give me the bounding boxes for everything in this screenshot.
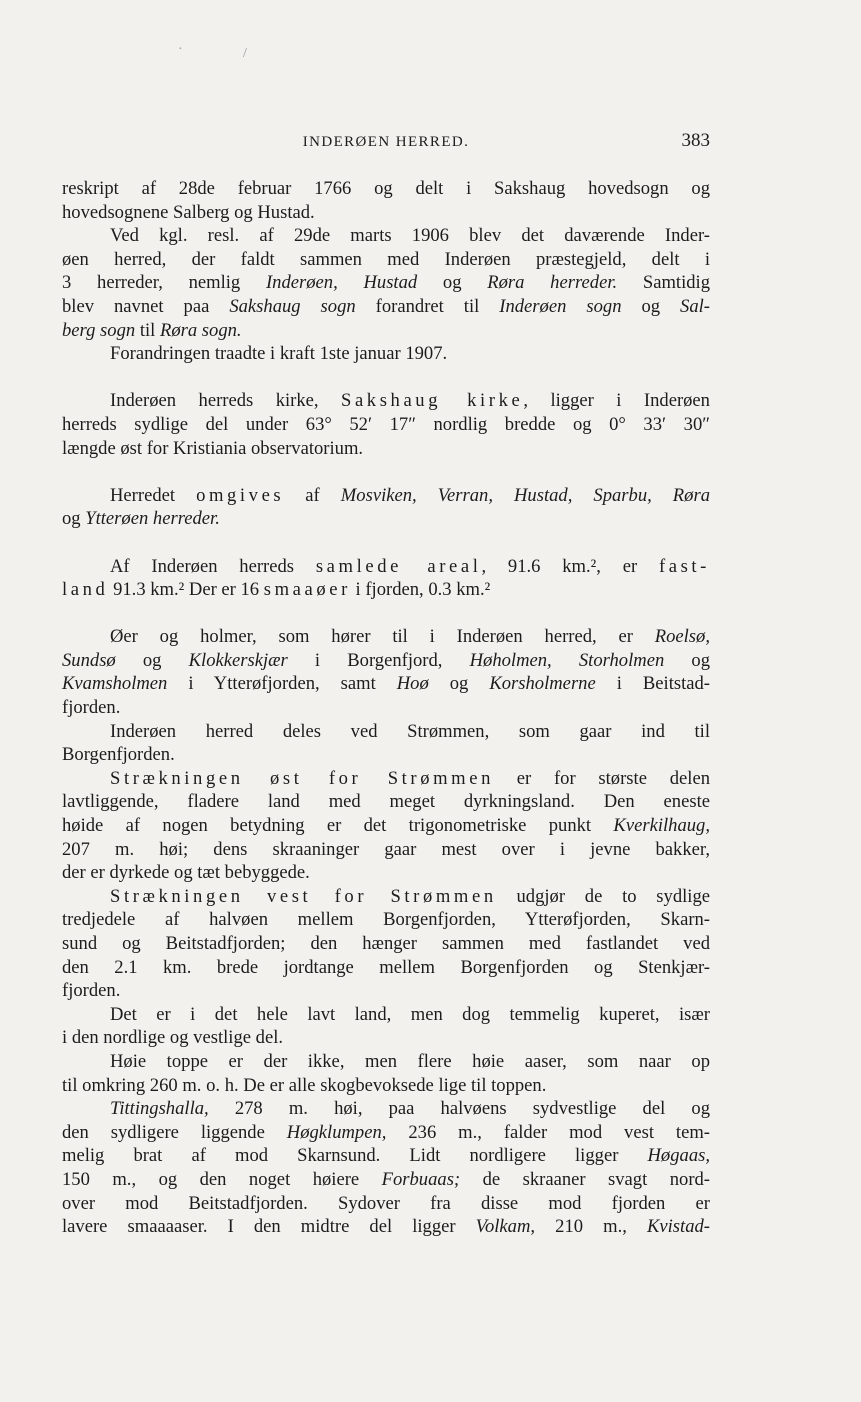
italic-text: Roelsø, [654, 626, 710, 648]
text-line [62, 814, 710, 838]
spaced-text: Strækningen vest for Strømmen [110, 885, 497, 907]
text-segment: Ved kgl. resl. af 29de marts 1906 blev det daværende Inder- [110, 225, 710, 247]
text-segment: til [135, 319, 160, 341]
spaced-text: Sakshaug kirke [341, 390, 524, 412]
text-line [62, 1097, 710, 1121]
text-segment: Inderøen herreds kirke, [110, 390, 342, 412]
text-line [62, 1192, 710, 1216]
spaced-text: land [62, 579, 109, 601]
paragraph-gap [62, 460, 710, 484]
text-segment: , 91.6 km.², er [481, 555, 659, 577]
text-segment: lavere smaaaaser. I den midtre del ligger [62, 1216, 476, 1238]
text-segment: sund og Beitstadfjorden; den hænger sammen med fastlandet ved [62, 933, 710, 954]
running-head: INDERØEN HERRED. [302, 134, 470, 150]
italic-text: Hoø [396, 673, 429, 695]
italic-text: berg sogn [62, 319, 136, 341]
text-line [62, 484, 710, 508]
text-line [62, 319, 710, 343]
text-segment: i Borgenfjord, [287, 649, 470, 671]
text-segment: 278 m. høi, paa halvøens sydvestlige del og [208, 1098, 710, 1120]
text-line [62, 720, 710, 744]
text-segment: den sydligere liggende [62, 1121, 287, 1143]
text-segment: 236 m., falder mod vest tem- [386, 1121, 710, 1143]
text-line [62, 743, 710, 767]
text-line [62, 1003, 710, 1027]
italic-text: Sundsø [62, 649, 116, 671]
text-segment: herreds sydlige del under 63° 52′ 17″ nordlig bredde og 0° 33′ 30″ [62, 413, 710, 435]
text-segment: og [115, 649, 189, 671]
text-line [62, 413, 710, 437]
margin-mark: · [178, 42, 183, 57]
text-segment: Borgenfjorden. [62, 744, 175, 766]
italic-text: Sal- [680, 295, 710, 317]
text-line [62, 1050, 710, 1074]
text-line [62, 838, 710, 862]
text-segment: tredjedele af halvøen mellem Borgenfjorden, Ytterøfjorden, Skarn- [62, 909, 710, 931]
text-segment: og [621, 295, 681, 317]
text-line [62, 1026, 710, 1050]
text-line [62, 224, 710, 248]
text-segment: 210 m., [535, 1216, 647, 1238]
text-line [62, 295, 710, 319]
page-number: 383 [681, 130, 710, 151]
text-segment: Høie toppe er der ikke, men flere høie aaser, som naar op [110, 1050, 710, 1072]
text-segment: Forandringen traadte i kraft 1ste januar 1907. [110, 343, 448, 365]
italic-text: Volkam, [475, 1216, 536, 1238]
text-segment: fjorden. [62, 697, 121, 719]
paragraph-gap [62, 366, 710, 390]
text-line [62, 507, 710, 531]
italic-text: Røra herreder. [487, 272, 618, 294]
text-segment: Samtidig [617, 272, 711, 294]
text-line [62, 1168, 710, 1192]
spaced-text: samlede areal [315, 555, 482, 577]
body-text [62, 177, 710, 1239]
text-line [62, 342, 710, 366]
text-segment: over mod Beitstadfjorden. Sydover fra disse mod fjorden er [62, 1192, 710, 1214]
text-segment: udgjør de to sydlige [496, 885, 710, 907]
text-line [62, 979, 710, 1003]
text-segment: de skraaner svagt nord- [460, 1168, 711, 1190]
text-segment: og [417, 272, 488, 294]
text-segment: Inderøen herred deles ved Strømmen, som gaar ind til [110, 720, 710, 742]
text-segment: 207 m. høi; dens skraaninger gaar mest over i jevne bakker, [62, 838, 710, 860]
text-segment: den 2.1 km. brede jordtange mellem Borgenfjorden og Stenkjær- [62, 956, 710, 978]
text-line [62, 956, 710, 980]
text-segment: er for største delen [493, 767, 710, 789]
paragraph-gap [62, 602, 710, 626]
spaced-text: Strækningen øst for Strømmen [110, 767, 494, 789]
text-line [62, 1074, 710, 1098]
italic-text: Inderøen sogn [499, 295, 622, 317]
italic-text: Klokkerskjær [188, 649, 288, 671]
page-header [62, 128, 710, 158]
text-line [62, 625, 710, 649]
text-segment: i fjorden, 0.3 km.² [350, 579, 491, 601]
text-line [62, 1144, 710, 1168]
italic-text: Høgaas, [647, 1145, 710, 1167]
text-segment: hovedsognene Salberg og Hustad. [62, 201, 315, 223]
text-segment: Af Inderøen herreds [110, 555, 316, 577]
text-line [62, 861, 710, 885]
text-segment: til omkring 260 m. o. h. De er alle skogbevoksede lige til toppen. [62, 1074, 547, 1096]
text-line [62, 908, 710, 932]
spaced-text: omgives [196, 484, 285, 506]
text-line [62, 201, 710, 225]
spaced-text: smaaøer [263, 579, 351, 601]
spaced-text: fast- [658, 555, 710, 577]
text-segment: og [664, 649, 710, 671]
italic-text: Korsholmerne [489, 673, 596, 695]
text-line [62, 672, 710, 696]
text-segment: længde øst for Kristiania observatorium. [62, 437, 364, 459]
italic-text: Forbuaas; [381, 1168, 461, 1190]
text-segment: der er dyrkede og tæt bebyggede. [62, 862, 310, 884]
italic-text: Kverkilhaug, [613, 815, 710, 837]
text-segment: fjorden. [62, 980, 121, 1002]
text-segment: i Beitstad- [595, 673, 710, 695]
text-segment: Øer og holmer, som hører til i Inderøen herred, er [110, 626, 655, 648]
text-line [62, 932, 710, 956]
text-segment: 3 herreder, nemlig [62, 272, 266, 294]
paragraph-gap [62, 531, 710, 555]
text-segment: forandret til [355, 295, 500, 317]
text-segment: høide af nogen betydning er det trigonometriske punkt [62, 815, 614, 837]
italic-text: Sakshaug sogn [229, 295, 356, 317]
text-line [62, 767, 710, 791]
text-segment: lavtliggende, fladere land med meget dyrkningsland. Den eneste [62, 791, 710, 813]
text-segment: i den nordlige og vestlige del. [62, 1027, 284, 1049]
text-line [62, 555, 710, 579]
text-segment: i Ytterøfjorden, samt [167, 673, 397, 695]
text-segment: og [62, 508, 86, 530]
italic-text: Mosviken, Verran, Hustad, Sparbu, Røra [340, 484, 710, 506]
margin-mark: / [243, 46, 247, 61]
italic-text: Inderøen, Hustad [265, 272, 418, 294]
text-segment: , ligger i Inderøen [523, 390, 710, 412]
text-segment: melig brat af mod Skarnsund. Lidt nordligere ligger [62, 1145, 648, 1167]
text-line [62, 177, 710, 201]
italic-text: Tittingshalla, [110, 1098, 209, 1120]
italic-text: Høgklumpen, [286, 1121, 387, 1143]
text-line [62, 578, 710, 602]
text-line [62, 885, 710, 909]
text-segment: og [428, 673, 490, 695]
text-line [62, 437, 710, 461]
text-line [62, 649, 710, 673]
text-line [62, 248, 710, 272]
italic-text: Kvistad- [646, 1216, 710, 1238]
italic-text: Kvamsholmen [62, 673, 168, 695]
text-segment: Det er i det hele lavt land, men dog temmelig kuperet, især [110, 1003, 710, 1025]
text-line [62, 790, 710, 814]
italic-text: Ytterøen herreder. [85, 508, 220, 530]
text-segment: af [284, 484, 341, 506]
text-line [62, 1121, 710, 1145]
text-line [62, 389, 710, 413]
italic-text: Røra sogn. [159, 319, 242, 341]
text-segment: Herredet [110, 484, 197, 506]
text-segment: blev navnet paa [62, 295, 230, 317]
text-segment: reskript af 28de februar 1766 og delt i Sakshaug hovedsogn og [62, 178, 710, 199]
text-segment: øen herred, der faldt sammen med Inderøen præstegjeld, delt i [62, 248, 710, 270]
text-line [62, 696, 710, 720]
italic-text: Høholmen, Storholmen [469, 649, 665, 671]
text-line [62, 1215, 710, 1239]
text-segment: 91.3 km.² Der er 16 [108, 579, 264, 601]
text-line [62, 271, 710, 295]
text-segment: 150 m., og den noget høiere [62, 1168, 382, 1190]
